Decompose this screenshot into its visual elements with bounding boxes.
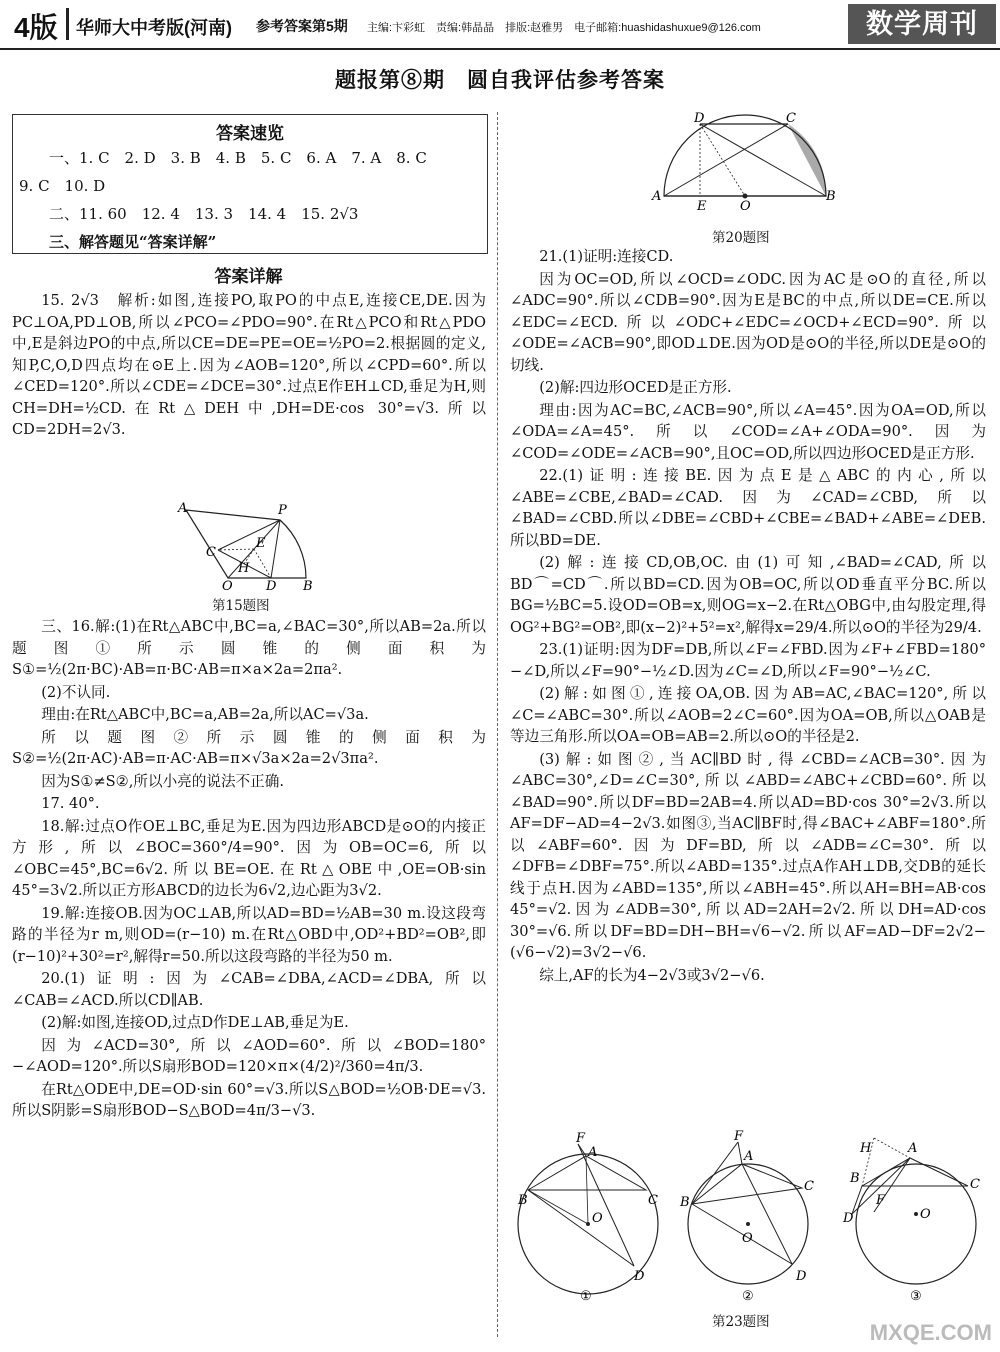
brand-logo: 数学周刊	[848, 4, 996, 44]
column-divider	[497, 112, 498, 1337]
svg-text:O: O	[592, 1211, 603, 1226]
svg-text:A: A	[178, 501, 188, 516]
solution-paragraph: 17. 40°.	[41, 795, 100, 812]
svg-text:B: B	[826, 189, 836, 204]
svg-text:D: D	[266, 579, 277, 590]
svg-text:B: B	[518, 1193, 528, 1208]
svg-text:C: C	[648, 1193, 658, 1208]
figure-23-label-1: ①	[580, 1289, 592, 1304]
figure-23	[516, 1128, 986, 1308]
svg-text:F: F	[876, 1193, 886, 1208]
figure-23-caption: 第23题图	[712, 1314, 770, 1330]
solution-paragraph: 19.解:连接OB.因为OC⊥AB,所以AD=BD=½AB=30 m.设这段弯路的半径为r m,则OD=(r−10) m.在Rt△OBD中,OD²+BD²=OB²,即(r−10)²+30²=r²,解得r=50.所以这段弯路的半径为50 m.	[12, 904, 486, 965]
solution-paragraph: 因为S①≠S②,所以小亮的说法不正确.	[41, 772, 284, 790]
svg-text:P: P	[278, 503, 287, 518]
solution-paragraph: 21.(1)证明:连接CD.	[539, 248, 674, 265]
svg-text:F: F	[734, 1129, 744, 1144]
figure-20-caption: 第20题图	[712, 230, 770, 246]
solution-paragraph: (3)解:如图②,当AC∥BD时,得∠CBD=∠ACB=30°.因为∠ABC=30°,∠D=∠C=30°,所以∠ABD=∠ABC+∠CBD=60°.所以∠BAD=90°.所以DF=BD=2AB=4.所以AD=BD·cos 30°=2√3.所以AF=DF−AD=4−2√3.如图③,当AC∥BF时,得∠BAC+∠ABF=180°.所以∠ABF=60°.因为DF=BD,所以∠ADB=∠C=30°.所以∠DFB=∠DBF=75°.所以∠ABD=135°.过点A作AH⊥DB,交DB的延长线于点H.因为∠ABD=135°,所以∠ABH=45°.所以AH=BH=AB·cos 45°=√2.因为∠ADB=30°,所以AD=2AH=2√2.所以DH=AD·cos 30°=√6.所以DF=BD=DH−BH=√6−√2.所以AF=AD−DF=2√2−(√6−√2)=3√2−√6.	[510, 750, 986, 961]
quick-answers-box	[12, 114, 488, 254]
solution-paragraph: 因为∠ACD=30°,所以∠AOD=60°.所以∠BOD=180°−∠AOD=120°.所以S扇形BOD=120×π×(4/2)²/360=4π/3.	[12, 1036, 486, 1075]
quick-answers-line: 二、11. 60 12. 4 13. 3 14. 4 15. 2√3	[49, 205, 359, 223]
solution-paragraph: (2)不认同.	[41, 683, 111, 701]
svg-text:O: O	[222, 579, 233, 590]
solution-paragraph: 20.(1)证明:因为∠CAB=∠DBA,∠ACD=∠DBA,所以∠CAB=∠ACD.所以CD∥AB.	[12, 970, 486, 1009]
figure-23-label-2: ②	[742, 1289, 754, 1304]
solution-paragraph: (2)解:如图①,连接OA,OB.因为AB=AC,∠BAC=120°,所以∠C=∠ABC=30°.所以∠AOB=2∠C=60°.因为OA=OB,所以△OAB是等边三角形.所以OA=OB=AB=2.所以⊙O的半径是2.	[510, 685, 986, 745]
staff-credits: 主编:卞彩虹 责编:韩晶晶 排版:赵雅男 电子邮箱:huashidashuxue9@126.com	[367, 22, 761, 34]
svg-text:H: H	[238, 561, 250, 576]
solution-paragraph: (2)解:连接CD,OB,OC.由(1)可知,∠BAD=∠CAD,所以BD⌒=CD⌒.所以BD=CD.因为OB=OC,所以OD垂直平分BC.所以BG=½BC=5.设OD=OB=x,则OG=x−2.在Rt△OBG中,由勾股定理,得OG²+BG²=OB²,即(x−2)²+5²=x²,解得x=29/4.所以⊙O的半径为29/4.	[510, 554, 986, 636]
answer-issue: 参考答案第5期	[256, 18, 348, 34]
page-title: 题报第⑧期 圆自我评估参考答案	[335, 69, 665, 92]
quick-answers-heading: 答案速览	[216, 124, 284, 143]
page-header	[0, 0, 1000, 50]
svg-text:O: O	[920, 1207, 931, 1222]
solution-paragraph: (2)解:如图,连接OD,过点D作DE⊥AB,垂足为E.	[41, 1014, 349, 1031]
solution-paragraph: 因为OC=OD,所以∠OCD=∠ODC.因为AC是⊙O的直径,所以∠ADC=90°.所以∠CDB=90°.因为E是BC的中点,所以DE=CE.所以∠EDC=∠ECD.所以∠ODC+∠EDC=∠OCD+∠ECD=90°.所以∠ODE=∠ACB=90°,即OD⊥DE.因为OD是⊙O的半径,所以DE是⊙O的切线.	[510, 270, 986, 374]
svg-text:A: A	[652, 189, 662, 204]
solution-paragraph: 22.(1)证明:连接BE.因为点E是△ABC的内心,所以∠ABE=∠CBE,∠BAD=∠CAD.因为∠CAD=∠CBD,所以∠BAD=∠CBD.所以∠DBE=∠CBD+∠CBE=∠BAD+∠ABE=∠DEB.所以BD=DE.	[510, 467, 986, 549]
svg-text:A: A	[908, 1141, 918, 1156]
solution-paragraph: 所以题图②所示圆锥的侧面积为S②=½(2π·AC)·AB=π·AC·AB=π×√3a×2a=2√3πa².	[12, 728, 486, 767]
svg-text:E: E	[256, 536, 266, 551]
solution-paragraph: 15. 2√3 解析:如图,连接PO,取PO的中点E,连接CE,DE.因为PC⊥OA,PD⊥OB,所以∠PCO=∠PDO=90°.在Rt△PCO和Rt△PDO中,E是斜边PO的中点,所以CE=DE=PE=OE=½PO=2.根据圆的定义,知P,C,O,D四点均在⊙E上.因为∠AOB=120°,所以∠CPD=60°.所以∠CED=120°.所以∠CDE=∠DCE=30°.过点E作EH⊥CD,垂足为H,则CH=DH=½CD.在Rt△DEH中,DH=DE·cos 30°=√3.所以CD=2DH=2√3.	[12, 292, 486, 438]
svg-text:H: H	[860, 1141, 872, 1156]
solution-paragraph: 18.解:过点O作OE⊥BC,垂足为E.因为四边形ABCD是⊙O的内接正方形,所以∠BOC=360°/4=90°.因为OB=OC=6,所以∠OBC=45°,BC=6√2.所以BE=OE.在Rt△OBE中,OE=OB·sin 45°=3√2.所以正方形ABCD的边长为6√2,边心距为3√2.	[12, 817, 486, 899]
solution-paragraph: 综上,AF的长为4−2√3或3√2−√6.	[539, 966, 765, 984]
svg-text:A: A	[744, 1149, 754, 1164]
left-column-bottom	[12, 616, 486, 1123]
edition-title: 华师大中考版(河南)	[76, 18, 232, 38]
svg-text:D: D	[694, 112, 705, 126]
svg-text:B: B	[680, 1195, 690, 1210]
svg-text:O: O	[740, 199, 751, 212]
figure-23-panel-3	[842, 1138, 980, 1284]
svg-text:D: D	[796, 1269, 807, 1284]
quick-answers-line: 9. C 10. D	[19, 177, 106, 195]
figure-23-panel-2	[679, 1129, 814, 1284]
watermark: MXQE.COM	[869, 1320, 992, 1345]
figure-23-label-3: ③	[910, 1289, 922, 1304]
figure-15	[176, 500, 326, 590]
svg-text:O: O	[742, 1231, 753, 1246]
right-column	[510, 246, 986, 987]
svg-text:A: A	[588, 1145, 598, 1160]
svg-text:C: C	[804, 1179, 814, 1194]
left-column-top	[12, 290, 486, 442]
svg-text:D: D	[634, 1269, 645, 1284]
solution-paragraph: (2)解:四边形OCED是正方形.	[539, 379, 732, 396]
svg-text:C: C	[206, 545, 216, 560]
page-version: 4版	[14, 12, 58, 43]
header-divider	[66, 8, 69, 40]
quick-answers-line: 一、1. C 2. D 3. B 4. B 5. C 6. A 7. A 8. C	[49, 149, 427, 167]
svg-text:B: B	[850, 1171, 860, 1186]
solution-paragraph: 理由:在Rt△ABC中,BC=a,AB=2a,所以AC=√3a.	[41, 706, 369, 723]
figure-20	[648, 112, 838, 212]
svg-text:C: C	[786, 112, 796, 126]
solution-paragraph: 在Rt△ODE中,DE=OD·sin 60°=√3.所以S△BOD=½OB·DE=√3.所以S阴影=S扇形BOD−S△BOD=4π/3−√3.	[12, 1080, 486, 1119]
svg-text:D: D	[843, 1211, 854, 1226]
figure-23-panel-1	[517, 1131, 658, 1294]
detail-heading: 答案详解	[214, 267, 283, 286]
svg-text:F: F	[576, 1131, 586, 1146]
solution-paragraph: 三、16.解:(1)在Rt△ABC中,BC=a,∠BAC=30°,所以AB=2a.所以题图①所示圆锥的侧面积为S①=½(2π·BC)·AB=π·BC·AB=π×a×2a=2πa².	[12, 618, 486, 678]
solution-paragraph: 理由:因为AC=BC,∠ACB=90°,所以∠A=45°.因为OA=OD,所以∠ODA=∠A=45°.所以∠COD=∠A+∠ODA=90°.因为∠COD=∠ODE=∠ACB=90°,且OC=OD,所以四边形OCED是正方形.	[510, 401, 986, 462]
figure-15-caption: 第15题图	[212, 598, 270, 614]
quick-answers-line: 三、解答题见“答案详解”	[49, 233, 217, 251]
solution-paragraph: 23.(1)证明:因为DF=DB,所以∠F=∠FBD.因为∠F+∠FBD=180°−∠D,所以∠F=90°−½∠D.因为∠C=∠D,所以∠F=90°−½∠C.	[510, 641, 986, 680]
svg-text:C: C	[970, 1177, 980, 1192]
svg-text:B: B	[303, 579, 313, 590]
svg-text:E: E	[697, 199, 707, 212]
